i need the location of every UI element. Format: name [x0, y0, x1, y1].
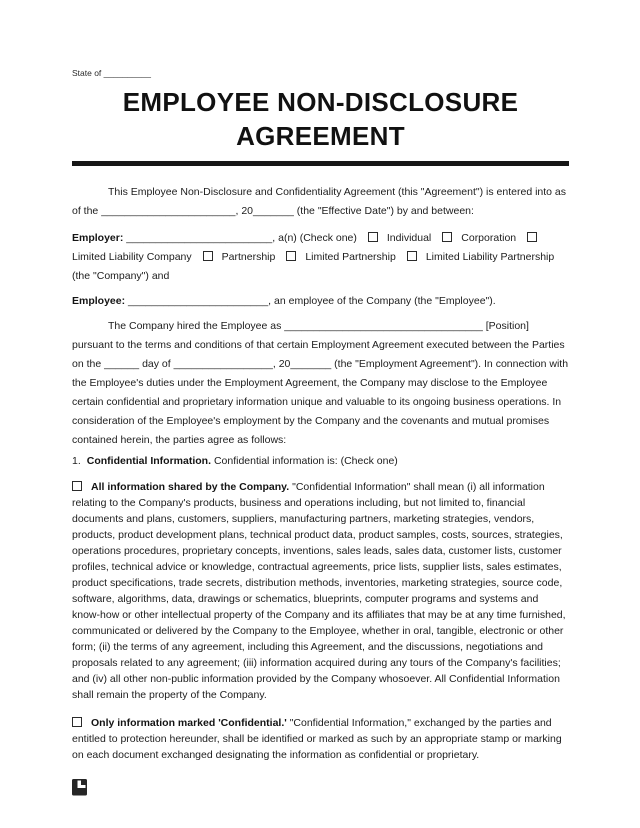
- entity-type-option: [407, 251, 554, 263]
- employee-name-blank: ________________________, an employee of the Company (the "Employee").: [128, 295, 496, 307]
- employer-label: Employer:: [72, 232, 124, 244]
- entity-type-option: [368, 232, 431, 244]
- section-heading-bold: Confidential Information.: [86, 455, 212, 467]
- checkbox-icon[interactable]: [72, 717, 82, 727]
- state-of-line: State of __________: [72, 68, 151, 78]
- option-marked-confidential-body: "Confidential Information," exchanged by the parties and entitled to protection hereunder, shall be identified or marked as such by an appropriate stamp or marking on each document exchanged designating the information as confidential or proprietary.: [72, 717, 562, 761]
- page-title: [72, 85, 569, 153]
- entity-type-label: Limited Liability Company: [72, 251, 192, 263]
- option-all-information-title: All information shared by the Company.: [91, 481, 290, 493]
- entity-type-label: Limited Liability Partnership: [425, 251, 555, 263]
- title-divider: [72, 161, 569, 166]
- checkbox-icon[interactable]: [72, 481, 82, 491]
- title-line-2: AGREEMENT: [236, 121, 405, 151]
- entity-type-option: [442, 232, 516, 244]
- employee-label: Employee:: [72, 295, 126, 307]
- checkbox-icon[interactable]: [203, 251, 213, 261]
- legal-templates-logo-icon: [72, 779, 88, 796]
- checkbox-icon[interactable]: [527, 232, 537, 242]
- employer-tail-text: (the "Company") and: [72, 270, 170, 282]
- checkbox-icon[interactable]: [286, 251, 296, 261]
- entity-type-option: [203, 251, 276, 263]
- intro-paragraph: This Employee Non-Disclosure and Confidentiality Agreement (this "Agreement") is entered into as of the _______________________, 20_______ (the "Effective Date") by and between:: [72, 186, 567, 217]
- title-line-1: EMPLOYEE NON-DISCLOSURE: [122, 87, 519, 117]
- section-1-heading: [72, 452, 569, 471]
- entity-type-label: Corporation: [461, 232, 517, 244]
- section-number: 1.: [72, 455, 81, 467]
- employee-paragraph: [72, 292, 569, 311]
- option-marked-confidential-title: Only information marked 'Confidential.': [91, 717, 287, 729]
- option-all-information-body: "Confidential Information" shall mean (i) all information relating to the Company's products, business and operations including, but not limited to, financial documents and plans, customers, suppliers, manufacturing partners, marketing strategies, vendors, products, product development plans, technical product data, product samples, costs, sources, strategies, operations procedures, proprietary concepts, inventions, sales leads, sales data, customer lists, customer profiles, technical advice or knowledge, contractual agreements, price lists, supplier lists, sales estimates, product specifications, trade secrets, distribution methods, inventories, marketing strategies, source code, software, algorithms, data, drawings or schematics, blueprints, computer programs and systems and know-how or other intellectual property of the Company and its affiliates that may be at any time furnished, communicated or delivered by the Company to the Employee, whether in oral, tangible, electronic or other form; (ii) the terms of any agreement, including this Agreement, and the discussions, negotiations and proposals related to any agreement; (iii) information acquired during any tours of the Company's facilities; and (iv) all other non-public information provided by the Company whosoever. All Confidential Information shall remain the property of the Company.: [72, 481, 566, 701]
- recitals-paragraph: The Company hired the Employee as __________________________________ [Position] pursuant to the terms and conditions of that certain Employment Agreement executed between the Parties on the ______ day of _________________, 20_______ (the "Employment Agreement"). In connection with the Employee's duties under the Employment Agreement, the Company may disclose to the Employee certain confidential and proprietary information unique and valuable to its ongoing business operations. In consideration of the Employee's employment by the Company and the covenants and mutual promises contained herein, the parties agree as follows:: [72, 320, 569, 446]
- option-marked-confidential-paragraph: [72, 715, 569, 763]
- section-heading-rest: Confidential information is: (Check one): [213, 455, 398, 467]
- footer: [72, 779, 569, 796]
- entity-type-option: [286, 251, 395, 263]
- option-all-information-paragraph: [72, 479, 569, 703]
- checkbox-icon[interactable]: [442, 232, 452, 242]
- checkbox-icon[interactable]: [407, 251, 417, 261]
- employer-name-blank: _________________________, a(n) (Check one): [126, 232, 357, 244]
- employer-paragraph: [72, 229, 569, 286]
- entity-type-label: Partnership: [221, 251, 276, 263]
- entity-type-label: Individual: [386, 232, 432, 244]
- checkbox-icon[interactable]: [368, 232, 378, 242]
- entity-type-label: Limited Partnership: [305, 251, 396, 263]
